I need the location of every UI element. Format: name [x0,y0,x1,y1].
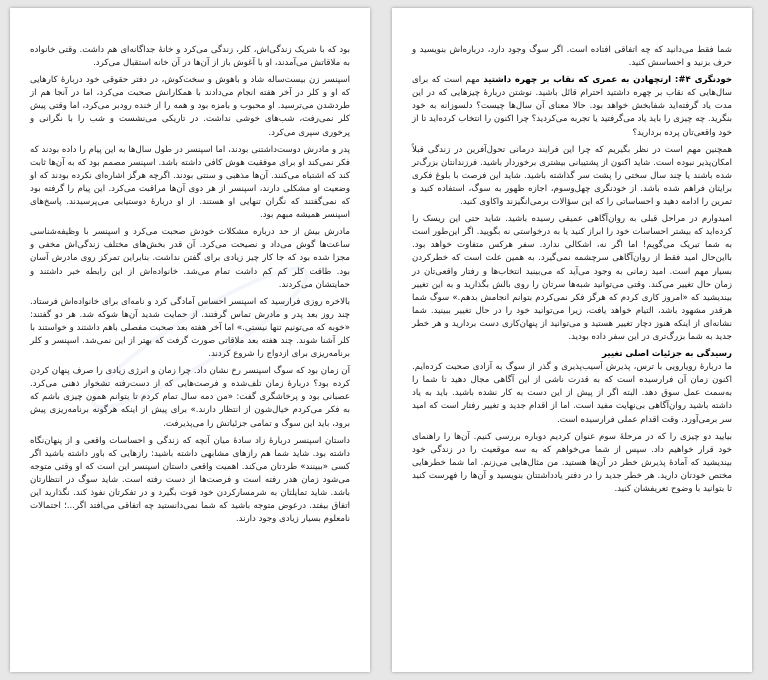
section-heading: خودنگری ۴#: ارتچهادن به عمری که نقاب بر چهره داشتید [483,75,733,86]
paragraph [412,74,732,139]
paragraph-text: مهم است که برای سال‌هایی که نقاب بر چهره داشتید احترام قائل باشید. نوشتن دربارهٔ چیزهایی که در این مدت یاد گرفته‌اید شفابخش خواهد بود. حالا معنای آن سال‌ها چیست؟ دلسوزانه به خود بنگرید. چه چیزی را باید یاد می‌گرفتید یا تجربه می‌کردید؟ چرا اکنون را انتخاب کرده‌اید تا از خود واقعی‌تان پرده بردارید؟ [412,75,732,138]
paragraph: بالاخره روزی فرارسید که اسپنسر احساس آمادگی کرد و نامه‌ای برای خانواده‌اش فرستاد. چند روز بعد پدر و مادرش تماس گرفتند. از حمایت شدید آن‌ها شوکه شد. هر دو گفتند: «خوبه که می‌تونیم تنها نیستی.» اما آخر هفته بعد صحبت مفصلی باهم داشتند و خواستند با کلر آشنا شوند. چند هفته بعد ملاقاتی صورت گرفت که بهتر از این نمی‌شد. اسپنسر و کلر برنامه‌ریزی برای ازدواج را شروع کردند. [30,296,350,360]
paragraph-text: ما دربارهٔ رویارویی با ترس، پذیرش آسیب‌پذیری و گذر از سوگ به آزادی صحبت کرده‌ایم. اکنون زمان آن فرارسیده است که به قدرت ناشی از این آگاهی مجال دهید تا شما را به‌سمت عمل سوق دهد. البته اگر از پیش از این دست به کار نشده باشید. باید به یاد داشته باشید روان‌آگاهی بی‌نهایت مفید است. اما از اقدام جدید و تغییر رفتار است که امید سر برمی‌آورد. وقت اقدام عملی فرارسیده است. [412,362,732,425]
paragraph: امیدوارم در مراحل قبلی به روان‌آگاهی عمیقی رسیده باشید. شاید حتی این ریسک را کرده‌اید که بیشتر احساسات خود را ابراز کنید یا به درخواستی نه بگویید. اگر این‌طور است به شما تبریک می‌گویم! اما اگر نه، اشکالی ندارد. سفر هرکس متفاوت خواهد بود. بااین‌حال امید فقط از روان‌آگاهی سرچشمه نمی‌گیرد. به همین علت است که خطرکردن بسیار مهم است. امید زمانی به وجود می‌آید که می‌بینید انتخاب‌ها و رفتار واقعی‌تان در زمان حال تغییر می‌کند. وقتی می‌توانید شبه‌ها سرتان را روی بالش بگذارید و به این تغییر بیندیشید که «امروز کاری کردم که هرگز فکر نمی‌کردم بتوانم انجامش بدهم.» سوگ شما هرقدر مشهود باشد، التیام خواهد یافت، زیرا می‌توانید خود را در حال تغییر ببینید. شما نشانه‌ای از اینکه هنوز دچار تغییر هستید و می‌توانید از پنهان‌کاری دست بردارید و هر خطر جدید به شما بزرگ‌تری در این سفر داده بودید. [412,214,732,342]
paragraph: شما فقط می‌دانید که چه اتفاقی افتاده است. اگر سوگ وجود دارد، درباره‌اش بنویسید و حرف بزنید و احساسش کنید. [412,45,732,69]
paragraph [412,348,732,427]
left-page [10,8,370,672]
paragraph: همچنین مهم است در نظر بگیریم که چرا این فرایند درمانی تحول‌آفرین در زندگی قبلاً امکان‌پذیر نبوده است. شاید اکنون از پشتیبانی بیشتری برخوردار باشید. فرزندانتان بزرگ‌تر شده باشند یا چند سال سختی را پشت سر گذاشته باشید. شاید این فرصت با بلوغ فکری برایتان فراهم شده باشد. از خودنگری چهل‌وسوم، اجازه ظهور به سوگ، استفاده کنید و تمرین را ادامه دهید و احساساتی را که این سؤالات برمی‌انگیزند واکاوی کنید. [412,144,732,208]
paragraph: مادرش بیش از حد درباره مشکلات خودش صحبت می‌کرد و اسپنسر با وظیفه‌شناسی ساعت‌ها گوش می‌داد و نصیحت می‌کرد. آن قدر بخش‌های مختلف زندگی‌اش مخفی و مجزا شده بود که جا کار چیز زیادی برای گفتن نداشت. بنابراین تمرکز روی مادرش آسان بود. طاقت کلر کم کم داشت تمام می‌شد. خانواده‌اش از این رابطه خبر داشتند و حمایتشان می‌کردند. [30,227,350,290]
paragraph: اسپنسر زن بیست‌ساله شاد و باهوش و سخت‌کوش، در دفتر حقوقی خود دربارهٔ کارهایی که او و کلر در آخر هفته انجام می‌دادند با همکارانش صحبت می‌کرد، اما در آنجا هم از طردشدن می‌ترسید. او محبوب و بامزه بود و همه را از خنده رودبر می‌کرد، اما وقتی پیش کلر نمی‌رفت، شب‌های خوشی نداشت. در تاریکی می‌نشست و شب را با نگرانی و پرخوری سپری می‌کرد. [30,75,350,138]
left-page-text [30,44,350,652]
section-heading: رسیدگی به جزئیات اصلی تغییر [602,349,732,360]
paragraph: بود که با شریک زندگی‌اش، کلر، زندگی می‌کرد و خانهٔ جداگانه‌ای هم داشت. وقتی خانواده به ملاقاتش می‌آمدند، او با آغوش باز از آن‌ها در آن خانه استقبال می‌کرد. [30,45,350,69]
paragraph: داستان اسپنسر دربارهٔ زاد سادهٔ میان آنچه که زندگی و احساسات واقعی و از پنهان‌نگاه داشته بود. شاید شما هم رازهای مشابهی داشته باشید: رازهایی که باور داشته باشید اگر کسی «ببینند» طردتان می‌کند. اهمیت واقعی داستان اسپنسر این است که او وقتی متوجه می‌شود زمان هدر رفته است و فرصت‌ها از دست رفته است. شاید سوگ در انتظارتان باشد. شاید تمایلتان به شرمسارکردن خود قوت بگیرد و در تفکرتان نفوذ کند. نگذارید این اتفاق بیفتد. درعوض متوجه باشید که شما نمی‌دانستید چه اتفاقی می‌افتد اگر...؛ احتمالات نامعلوم بسیار زیادی وجود دارند. [30,435,350,525]
paragraph: پدر و مادرش دوست‌داشتنی بودند، اما اسپنسر در طول سال‌ها به این پیام را داده بودند که فکر نمی‌کند او برای موفقیت هوش کافی داشته باشد. اسپنسر مصمم بود که به آن‌ها ثابت کند که اشتباه می‌کنند. آن‌ها مذهبی و سنتی بودند. اگرچه هرگز اشاره‌ای نکرده بودند که او وضعیت او مشکلی دارند، اسپنسر از هر دوی آن‌ها مراقبت می‌کرد. این پیام را گرفته بود که نمی‌گفتند که نگران تنهایی او هستند. از او دربارهٔ دوستیابی می‌پرسیدند. پاسخ‌های اسپنسر همیشه مبهم بود. [30,144,350,221]
right-page [392,8,752,672]
right-page-text [412,44,732,652]
paragraph: بیایید دو چیزی را که در مرحلهٔ سوم عنوان کردیم دوباره بررسی کنیم. آن‌ها را راهنمای خود قرار خواهیم داد. سپس از شما می‌خواهم که به سه موقعیت را در زندگی خود بیندیشید که آمادهٔ پذیرش خطر در آن‌ها هستید. من مثال‌هایی می‌زنم. اما شما خطرهایی مختص خودتان دارید. هر خطر جدید را در دفتر یادداشتتان بنویسید و آن‌ها را فهرست کنید تا بتوانید با وضوح تعریفشان کنید. [412,431,732,494]
paragraph: آن زمان بود که سوگ اسپنسر رخ نشان داد. چرا زمان و انرژی زیادی را صرف پنهان کردن کرده بود؟ دربارهٔ زمان تلف‌شده و فرصت‌هایی که از دست‌رفته تشخوار ذهنی می‌کرد. عصبانی بود و پرخاشگری گفت: «من دمه سال تمام کردم تا بتوانم همون چیزی باشم که به فکر می‌کردم خیال‌شون از انتظار دارند.» برای پیش از اینکه هرگونه برنامه‌ریزی پیش برود، باید این سوگ و تمامی جزئیاتش را می‌پذیرفت. [30,366,350,429]
